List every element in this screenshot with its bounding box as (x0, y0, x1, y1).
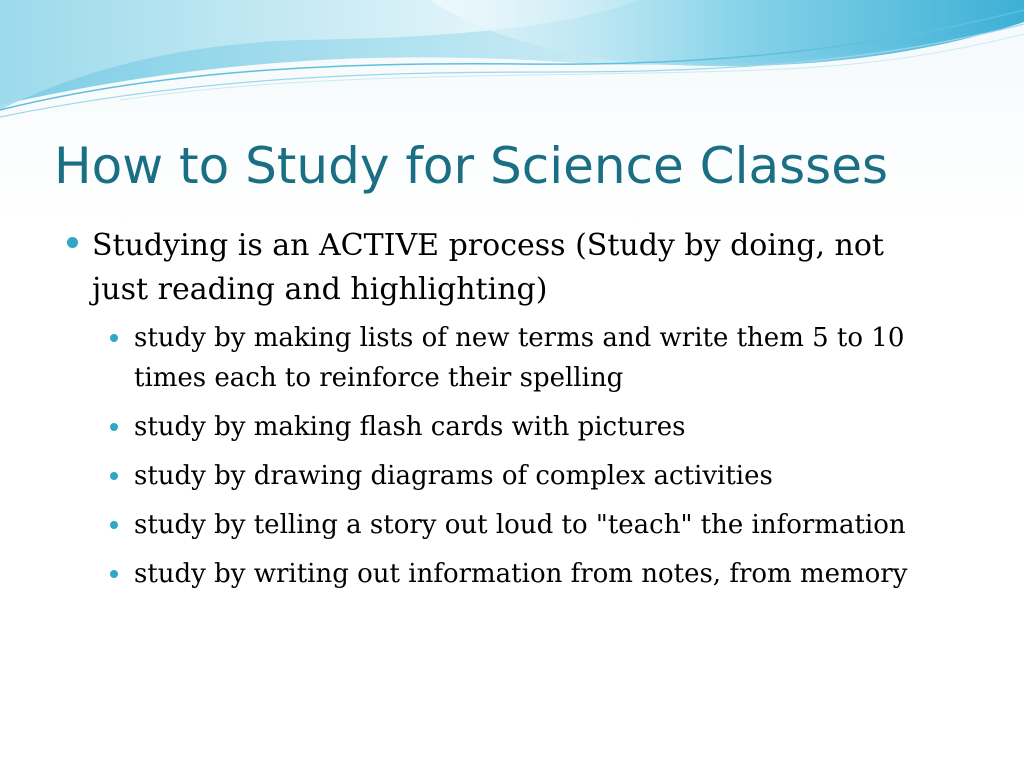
bullet-dot-icon (110, 570, 118, 578)
slide-title: How to Study for Science Classes (54, 137, 889, 195)
sub-bullet-text: study by telling a story out loud to "teach" the information (134, 510, 906, 540)
sub-bullet-text: study by making flash cards with pictures (134, 412, 686, 442)
bullet-dot-icon (110, 334, 118, 342)
bullet-dot-icon (110, 521, 118, 529)
main-bullet-item (64, 224, 932, 312)
sub-bullet-item (64, 407, 942, 447)
sub-bullet-text: study by drawing diagrams of complex activities (134, 461, 773, 491)
sub-bullet-item (64, 554, 942, 594)
sub-bullet-item (64, 505, 942, 545)
main-bullet-text: Studying is an ACTIVE process (Study by doing, not just reading and highlighting) (92, 228, 884, 307)
bullet-dot-icon (110, 423, 118, 431)
bullet-dot-icon (110, 472, 118, 480)
sub-bullet-text: study by writing out information from notes, from memory (134, 559, 908, 589)
sub-bullet-item (64, 456, 942, 496)
bullet-dot-icon (67, 237, 78, 248)
bullet-list (64, 224, 964, 603)
sub-bullet-text: study by making lists of new terms and write them 5 to 10 times each to reinforce their spelling (134, 323, 905, 393)
header-wave-decoration (0, 0, 1024, 130)
sub-bullet-item (64, 318, 942, 398)
